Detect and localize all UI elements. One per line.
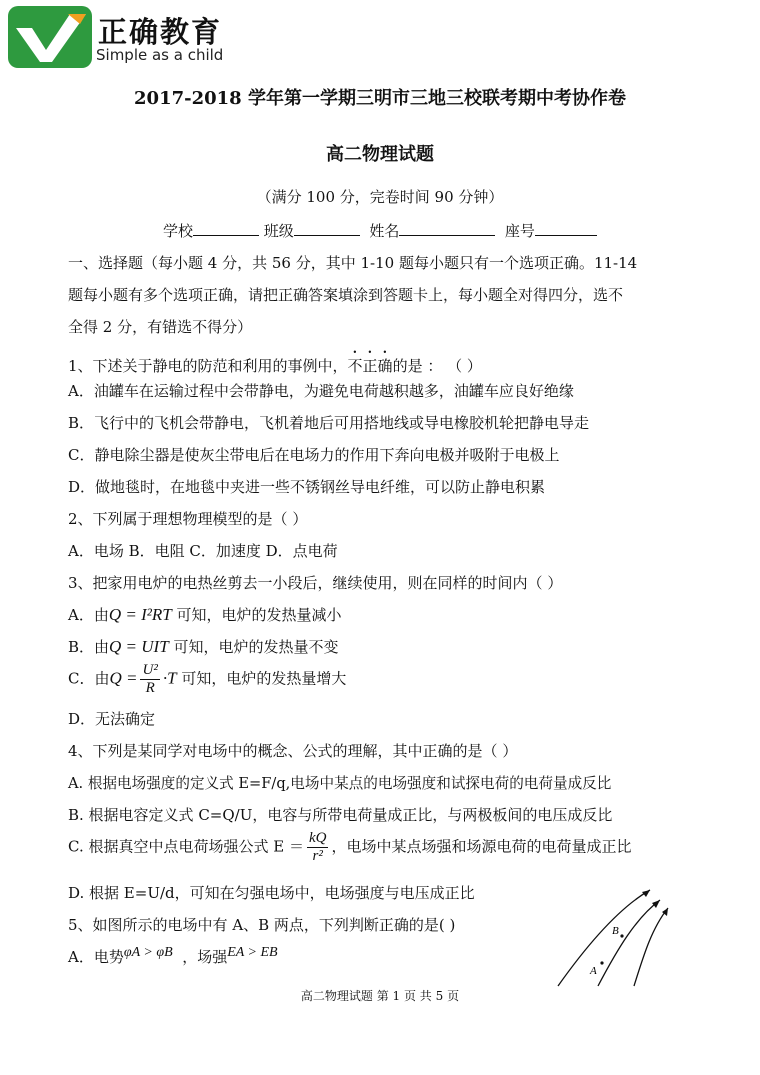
q3-c-lhs: Q =	[109, 668, 138, 688]
q4-option-c	[68, 830, 631, 865]
q3-a-pre: A．由	[68, 606, 109, 624]
arrow-head-1	[642, 890, 650, 897]
page-footer: 高二物理试题 第 1 页 共 5 页	[300, 989, 460, 1003]
q4-c-numerator: kQ	[308, 830, 327, 846]
q4-c-denominator: r²	[312, 848, 323, 864]
q5-a-formula-1: φA > φB	[123, 945, 173, 960]
logo-title: 正确教育	[98, 15, 223, 49]
q3-b-formula: Q = UIT	[109, 637, 169, 656]
q3-a-post: 可知，电炉的发热量减小	[176, 606, 342, 624]
q3-b-pre: B．由	[68, 638, 110, 656]
q3-a-formula: Q = I²RT	[108, 605, 172, 624]
seat-label: 座号	[504, 222, 535, 240]
q5-option-a	[68, 946, 278, 967]
student-info	[163, 220, 597, 241]
arrow-head-2	[652, 900, 660, 908]
q1-stem	[68, 348, 482, 376]
q1-stem-post: 的是 ： （ ）	[392, 357, 482, 375]
q4-stem: 4、下列是某同学对电场中的概念、公式的理解，其中正确的是（ ）	[68, 742, 518, 760]
point-a	[600, 961, 603, 964]
point-a-label: A	[590, 965, 597, 977]
q3-c-denominator: R	[145, 680, 155, 696]
q2-stem: 2、下列属于理想物理模型的是（ ）	[68, 510, 308, 528]
q5-a-mid: ，场强	[182, 948, 228, 966]
q4-option-b: B. 根据电容定义式 C=Q/U，电容与所带电荷量成正比，与两极板间的电压成反比	[68, 806, 613, 824]
logo	[8, 6, 248, 68]
point-b	[620, 934, 623, 937]
q3-stem: 3、把家用电炉的电热丝剪去一小段后，继续使用，则在同样的时间内（ ）	[68, 574, 563, 592]
q3-b-post: 可知，电炉的发热量不变	[173, 638, 339, 656]
q4-c-fraction	[307, 830, 329, 865]
q4-option-a: A. 根据电场强度的定义式 E=F/q,电场中某点的电场强度和试探电荷的电荷量成反比	[68, 775, 612, 792]
exam-note: （满分 100 分，完卷时间 90 分钟）	[256, 188, 504, 206]
q3-option-d: D．无法确定	[68, 710, 156, 728]
q3-option-b	[68, 636, 338, 657]
q1-option-c: C．静电除尘器是使灰尘带电后在电场力的作用下奔向电极并吸附于电极上	[68, 446, 560, 464]
q4-c-post: ，电场中某点场强和场源电荷的电荷量成正比	[331, 837, 632, 856]
name-label: 姓名	[369, 222, 400, 240]
q1-option-d: D．做地毯时，在地毯中夹进一些不锈钢丝导电纤维，可以防止静电积累	[68, 478, 546, 496]
logo-check-icon	[8, 6, 92, 68]
section1-line-2: 题每小题有多个选项正确，请把正确答案填涂到答题卡上，每小题全对得四分，选不	[68, 286, 624, 304]
q3-c-pre: C．由	[68, 669, 110, 688]
q5-stem: 5、如图所示的电场中有 A、B 两点，下列判断正确的是( )	[68, 916, 456, 934]
field-line-2	[598, 900, 660, 986]
exam-title: 2017-2018 学年第一学期三明市三地三校联考期中考协作卷	[134, 88, 626, 109]
exam-subject: 高二物理试题	[326, 144, 434, 165]
q5-a-formula-2: EA > EB	[227, 945, 278, 960]
q3-c-fraction	[140, 662, 159, 697]
logo-subtitle: Simple as a child	[96, 46, 224, 64]
q1-stem-pre: 1、下述关于静电的防范和利用的事例中，	[68, 357, 348, 375]
q3-c-post: 可知，电炉的发热量增大	[181, 669, 347, 688]
q4-option-d: D. 根据 E=U/d，可知在匀强电场中，电场强度与电压成正比	[68, 884, 475, 902]
electric-field-figure	[552, 878, 682, 990]
q3-c-rhs: ·T	[162, 668, 177, 688]
seat-blank[interactable]	[535, 221, 597, 236]
q2-options: A．电场 B．电阻 C．加速度 D．点电荷	[68, 542, 338, 560]
section1-line-3: 全得 2 分，有错选不得分）	[68, 318, 253, 336]
q5-a-pre: A．电势	[68, 948, 124, 966]
class-blank[interactable]	[294, 221, 360, 236]
q1-option-b: B．飞行中的飞机会带静电，飞机着地后可用搭地线或导电橡胶机轮把静电导走	[68, 414, 590, 432]
q3-c-numerator: U²	[142, 662, 158, 678]
school-blank[interactable]	[193, 221, 259, 236]
class-label: 班级	[263, 222, 294, 240]
q4-c-pre: C. 根据真空中点电荷场强公式 E ＝	[68, 837, 304, 856]
section1-line-1: 一、选择题（每小题 4 分，共 56 分，其中 1-10 题每小题只有一个选项正确。11-14	[68, 254, 638, 272]
school-label: 学校	[163, 222, 194, 240]
point-b-label: B	[612, 925, 619, 937]
name-blank[interactable]	[399, 221, 495, 236]
q1-option-a: A．油罐车在运输过程中会带静电，为避免电荷越积越多，油罐车应良好绝缘	[68, 382, 574, 400]
q3-option-a	[68, 604, 342, 625]
field-line-1	[558, 890, 650, 986]
q3-option-c	[68, 662, 346, 697]
q1-stem-emphasis: 不正确	[347, 357, 393, 375]
